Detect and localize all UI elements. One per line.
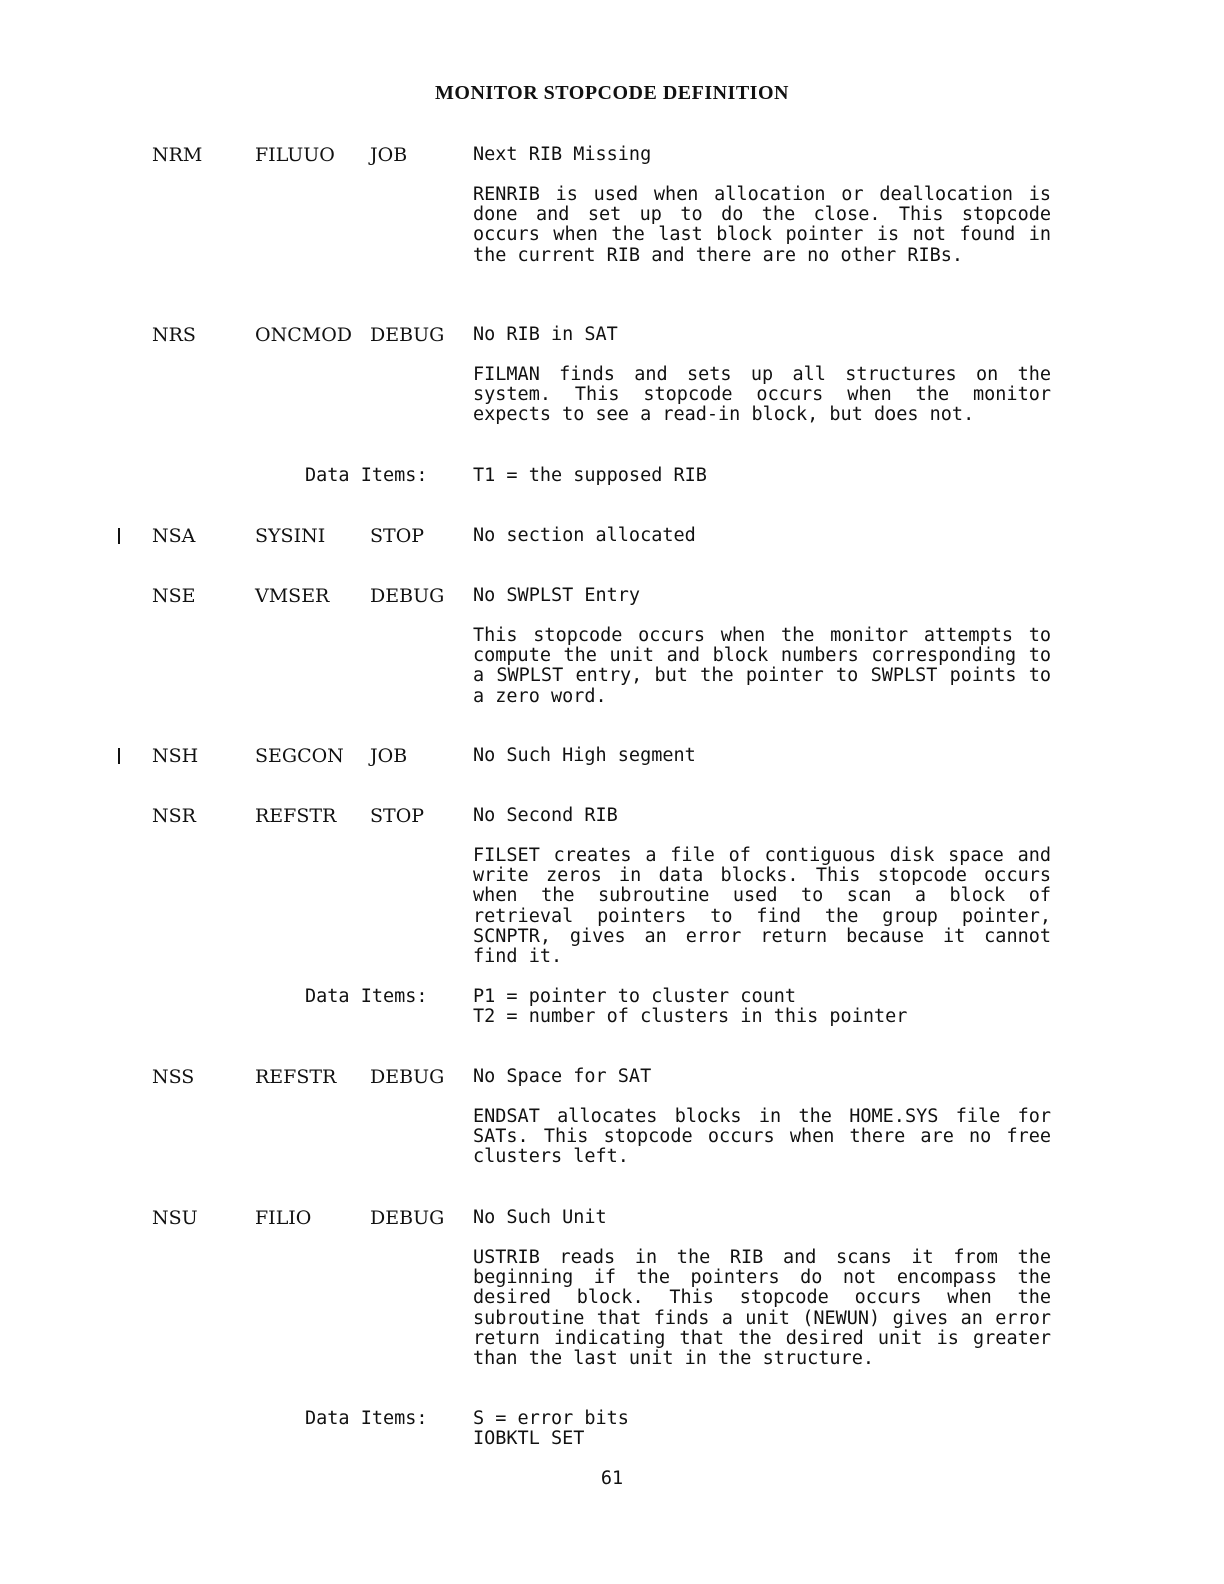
page-title: MONITOR STOPCODE DEFINITION — [435, 82, 789, 104]
stopcode-description: FILSET creates a file of contiguous disk space and write zeros in data blocks. This stopcode occurs when the subroutine used to scan a block of retrieval pointers to find the group pointer, SCNPTR, gives an error return because it cannot find it. — [473, 845, 1051, 968]
stopcode-type: DEBUG — [370, 1066, 445, 1088]
stopcode-description: This stopcode occurs when the monitor attempts to compute the unit and block numbers corresponding to a SWPLST entry, but the pointer to SWPLST points to a zero word. — [473, 625, 1051, 707]
data-items-label: Data Items: — [305, 986, 428, 1007]
data-item: T1 = the supposed RIB — [473, 465, 707, 486]
stopcode-type: STOP — [370, 805, 425, 827]
stopcode-description: FILMAN finds and sets up all structures on the system. This stopcode occurs when the monitor expects to see a read-in block, but does not. — [473, 364, 1051, 426]
stopcode-title: No RIB in SAT — [473, 324, 618, 345]
data-item: P1 = pointer to cluster count — [473, 986, 797, 1007]
stopcode-module: SEGCON — [255, 745, 344, 767]
stopcode-module: ONCMOD — [255, 324, 353, 346]
stopcode-title: No Such Unit — [473, 1207, 607, 1228]
change-bar — [118, 528, 120, 544]
stopcode-type: JOB — [370, 144, 408, 166]
data-item: T2 = number of clusters in this pointer — [473, 1006, 908, 1028]
stopcode-description: ENDSAT allocates blocks in the HOME.SYS file for SATs. This stopcode occurs when there are no free clusters left. — [473, 1106, 1051, 1168]
stopcode-type: DEBUG — [370, 324, 445, 346]
stopcode-code: NSA — [152, 525, 196, 547]
stopcode-module: REFSTR — [255, 805, 337, 827]
stopcode-module: SYSINI — [255, 525, 326, 547]
data-items-label: Data Items: — [305, 465, 428, 486]
stopcode-type: JOB — [370, 745, 408, 767]
stopcode-code: NRM — [152, 144, 203, 166]
page-number: 61 — [600, 1468, 624, 1489]
stopcode-type: DEBUG — [370, 585, 445, 607]
stopcode-module: REFSTR — [255, 1066, 337, 1088]
change-bar — [118, 748, 120, 764]
stopcode-code: NSH — [152, 745, 199, 767]
stopcode-code: NSU — [152, 1207, 198, 1229]
data-items-label: Data Items: — [305, 1408, 428, 1429]
data-item: S = error bits — [473, 1408, 629, 1429]
stopcode-type: DEBUG — [370, 1207, 445, 1229]
stopcode-title: No Such High segment — [473, 745, 696, 766]
stopcode-code: NSR — [152, 805, 196, 827]
stopcode-type: STOP — [370, 525, 425, 547]
data-items — [473, 1409, 629, 1449]
stopcode-module: FILUUO — [255, 144, 335, 166]
data-item: IOBKTL SET — [473, 1428, 585, 1450]
stopcode-code: NSE — [152, 585, 196, 607]
stopcode-description: USTRIB reads in the RIB and scans it from the beginning if the pointers do not encompass the desired block. This stopcode occurs when the subroutine that finds a unit (NEWUN) gives an error return indicating that the desired unit is greater than the last unit in the structure. — [473, 1247, 1051, 1370]
data-items — [473, 466, 707, 486]
stopcode-title: No SWPLST Entry — [473, 585, 641, 606]
stopcode-code: NSS — [152, 1066, 195, 1088]
stopcode-title: No Space for SAT — [473, 1066, 652, 1087]
stopcode-title: Next RIB Missing — [473, 144, 652, 165]
stopcode-title: No Second RIB — [473, 805, 618, 826]
stopcode-module: VMSER — [255, 585, 330, 607]
data-items — [473, 987, 907, 1027]
stopcode-description: RENRIB is used when allocation or deallocation is done and set up to do the close. This stopcode occurs when the last block pointer is not found in the current RIB and there are no other RIBs. — [473, 184, 1051, 266]
stopcode-module: FILIO — [255, 1207, 312, 1229]
stopcode-title: No section allocated — [473, 525, 696, 546]
stopcode-code: NRS — [152, 324, 196, 346]
